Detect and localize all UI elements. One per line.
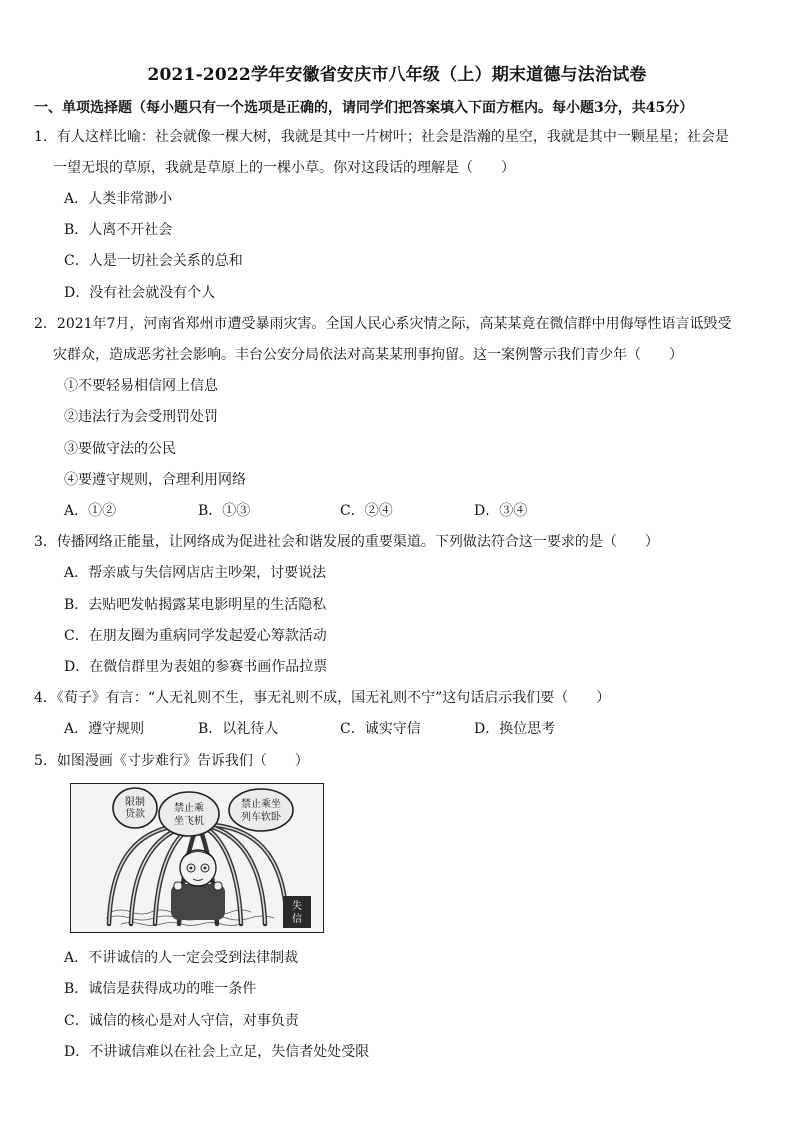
q3-stem-line1: 3．传播网络正能量，让网络成为促进社会和谐发展的重要渠道。下列做法符合这一要求的是（ ） [34, 534, 659, 550]
q5-stem-line1: 5．如图漫画《寸步难行》告诉我们（ ） [34, 753, 309, 769]
q2-option-a: A．①② [64, 503, 117, 519]
bubble-right-line1: 禁止乘坐 [241, 799, 281, 810]
tag-line1: 失 [292, 901, 302, 912]
q5-option-a: A．不讲诚信的人一定会受到法律制裁 [64, 950, 299, 966]
bubble-left [113, 788, 157, 828]
bubble-left-line1: 限制 [125, 797, 145, 808]
bubble-mid [159, 792, 219, 836]
q2-item-3: ③要做守法的公民 [64, 441, 176, 457]
cartoon-drawing [71, 784, 324, 933]
q5-option-b: B．诚信是获得成功的唯一条件 [64, 981, 257, 997]
q4-option-c: C．诚实守信 [340, 721, 421, 737]
q4-option-d: D．换位思考 [474, 721, 556, 737]
q1-stem-line1: 1．有人这样比喻：社会就像一棵大树，我就是其中一片树叶；社会是浩瀚的星空，我就是其中一颗星星；社会是 [34, 129, 729, 145]
tag-label [283, 896, 311, 928]
q2-item-4: ④要遵守规则，合理利用网络 [64, 472, 246, 488]
q3-option-a: A．帮亲戚与失信网店店主吵架，讨要说法 [64, 565, 327, 581]
q4-option-b: B．以礼待人 [198, 721, 279, 737]
q2-item-2: ②违法行为会受刑罚处罚 [64, 409, 218, 425]
q2-stem-line2: 灾群众，造成恶劣社会影响。丰台公安分局依法对高某某刑事拘留。这一案例警示我们青少年（ ） [53, 347, 683, 363]
bubble-mid-line2: 坐飞机 [174, 816, 204, 827]
cartoon-image [70, 783, 324, 933]
q2-stem-line1: 2．2021年7月，河南省郑州市遭受暴雨灾害。全国人民心系灾情之际，高某某竟在微信群中用侮辱性语言诋毁受 [34, 316, 732, 332]
person-figure [171, 850, 225, 920]
tag-line2: 信 [292, 914, 302, 925]
q1-option-d: D．没有社会就没有个人 [64, 285, 216, 301]
q5-option-c: C．诚信的核心是对人守信，对事负责 [64, 1013, 299, 1029]
bubble-left-line2: 贷款 [125, 809, 145, 820]
q2-option-d: D．③④ [474, 503, 528, 519]
q5-option-d: D．不讲诚信难以在社会上立足，失信者处处受限 [64, 1044, 370, 1060]
q1-stem-line2: 一望无垠的草原，我就是草原上的一棵小草。你对这段话的理解是（ ） [53, 160, 515, 176]
q2-option-c: C．②④ [340, 503, 393, 519]
q1-option-b: B．人离不开社会 [64, 222, 173, 238]
bubble-right-line2: 列车软卧 [241, 812, 281, 823]
q3-option-b: B．去贴吧发帖揭露某电影明星的生活隐私 [64, 597, 327, 613]
bubble-right [229, 789, 293, 831]
q1-option-c: C．人是一切社会关系的总和 [64, 253, 243, 269]
section-heading: 一、单项选择题（每小题只有一个选项是正确的，请同学们把答案填入下面方框内。每小题3分，共45分） [34, 100, 694, 116]
q3-option-c: C．在朋友圈为重病同学发起爱心筹款活动 [64, 628, 327, 644]
q4-stem-line1: 4．《荀子》有言：“人无礼则不生，事无礼则不成，国无礼则不宁”这句话启示我们要（ ） [34, 690, 611, 706]
q2-item-1: ①不要轻易相信网上信息 [64, 378, 218, 394]
q2-option-b: B．①③ [198, 503, 251, 519]
q1-option-a: A．人类非常渺小 [64, 191, 173, 207]
q3-option-d: D．在微信群里为表姐的参赛书画作品拉票 [64, 659, 328, 675]
page-title: 2021-2022学年安徽省安庆市八年级（上）期末道德与法治试卷 [147, 65, 647, 85]
bubble-mid-line1: 禁止乘 [174, 803, 204, 814]
q4-option-a: A．遵守规则 [64, 721, 145, 737]
